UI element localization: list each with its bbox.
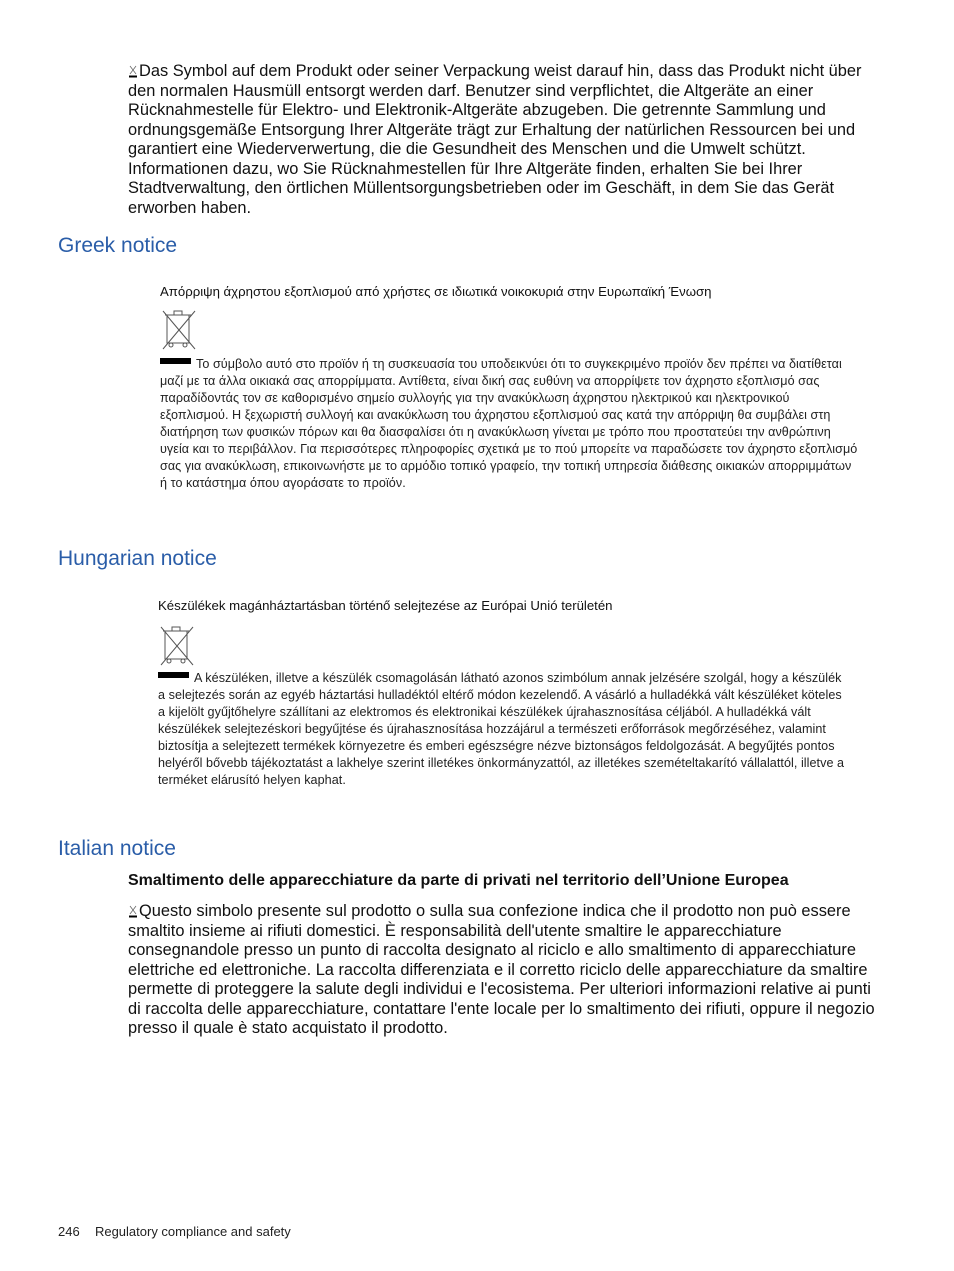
italian-subtitle: Smaltimento delle apparecchiature da parte di privati nel territorio dell’Unione Europea (128, 872, 789, 889)
italian-paragraph-block (128, 902, 876, 1039)
weee-bin-icon (128, 904, 138, 918)
hungarian-subtitle: Készülékek magánháztartásban történő selejtezése az Európai Unió területén (158, 598, 613, 613)
german-paragraph-block (128, 62, 868, 218)
weee-crossed-bin-icon (160, 625, 194, 667)
greek-paragraph: Το σύμβολο αυτό στο προϊόν ή τη συσκευασία του υποδεικνύει ότι το συγκεκριμένο προϊόν δεν πρέπει να διατίθεται μαζί με τα άλλα οικιακά σας απορρίμματα. Αντίθετα, είναι δική σας ευθύνη να απορρίψετε τον άχρηστο εξοπλισμό σας παραδίδοντάς τον σε καθορισμένο σημείο συλλογής για την ανακύκλωση άχρηστου ηλεκτρικού και ηλεκτρονικού εξοπλισμού. Η ξεχωριστή συλλογή και ανακύκλωση του άχρηστου εξοπλισμού σας κατά την απόρριψη θα συμβάλει στη διατήρηση των φυσικών πόρων και θα διασφαλίσει ότι η ανακύκλωση γίνεται με τρόπο που προστατεύει την ανθρώπινη υγεία και το περιβάλλον. Για περισσότερες πληροφορίες σχετικά με το πού μπορείτε να παραδώσετε τον άχρηστο εξοπλισμό σας για ανακύκλωση, επικοινωνήστε με το αρμόδιο τοπικό γραφείο, την τοπική υπηρεσία διάθεσης οικιακών απορριμμάτων ή το κατάστημα όπου αγοράσατε το προϊόν. (160, 357, 858, 490)
weee-bar-icon (158, 672, 189, 678)
italian-heading: Italian notice (58, 837, 176, 860)
page-footer (58, 1224, 291, 1239)
weee-crossed-bin-icon (162, 309, 196, 351)
hungarian-paragraph-block (158, 670, 848, 789)
greek-heading: Greek notice (58, 234, 178, 257)
german-paragraph: Das Symbol auf dem Produkt oder seiner Verpackung weist darauf hin, dass das Produkt nicht über den normalen Hausmüll entsorgt werden darf. Benutzer sind verpflichtet, die Altgeräte an einer Rücknahmestelle für Elektro- und Elektronik-Altgeräte abzugeben. Die getrennte Sammlung und ordnungsgemäße Entsorgung Ihrer Altgeräte trägt zur Erhaltung der natürlichen Ressourcen bei und garantiert eine Wiederverwertung, die die Gesundheit des Menschen und die Umwelt schützt. Informationen dazu, wo Sie Rücknahmestellen für Ihre Altgeräte finden, erhalten Sie bei Ihrer Stadtverwaltung, den örtlichen Müllentsorgungsbetrieben oder im Geschäft, in dem Sie das Gerät erworben haben. (128, 62, 862, 217)
hungarian-paragraph: A készüléken, illetve a készülék csomagolásán látható azonos szimbólum annak jelzésére szolgál, hogy a készülék a selejtezés során az egyéb háztartási hulladéktól eltérő módon kezelendő. A vásárló a hulladékká vált készüléket köteles a kijelölt gyűjtőhelyre szállítani az elektromos és elektronikai készülékek újrahasznosítása céljából. A hulladékká vált készülékek selejtezéskori begyűjtése és újrahasznosítása hozzájárul a természeti erőforrások megőrzéséhez, valamint biztosítja a selejtezett termékek környezetre és emberi egészségre nézve biztonságos feldolgozását. A begyűjtés pontos helyéről bővebb tájékoztatást a lakhelye szerint illetékes önkormányzattól, az illetékes szemételtakarító vállalattól, illetve a terméket elárusító helyen kaphat. (158, 671, 845, 787)
italian-paragraph: Questo simbolo presente sul prodotto o sulla sua confezione indica che il prodotto non può essere smaltito insieme ai rifiuti domestici. È responsabilità dell'utente smaltire le apparecchiature consegnandole presso un punto di raccolta designato al riciclo e allo smaltimento di apparecchiature elettriche ed elettroniche. La raccolta differenziata e il corretto riciclo delle apparecchiature da smaltire permette di proteggere la salute degli individui e l'ecosistema. Per ulteriori informazioni relative ai punti di raccolta delle apparecchiature, contattare l'ente locale per lo smaltimento dei rifiuti, oppure il negozio presso il quale è stato acquistato il prodotto. (128, 902, 875, 1037)
greek-subtitle: Απόρριψη άχρηστου εξοπλισμού από χρήστες σε ιδιωτικά νοικοκυριά στην Ευρωπαϊκή Ένωση (160, 284, 712, 299)
footer-section-title: Regulatory compliance and safety (94, 1224, 291, 1239)
page-number: 246 (58, 1224, 80, 1239)
greek-paragraph-block (160, 356, 860, 492)
hungarian-heading: Hungarian notice (58, 547, 217, 570)
weee-bar-icon (160, 358, 191, 364)
weee-bin-icon (128, 64, 138, 78)
